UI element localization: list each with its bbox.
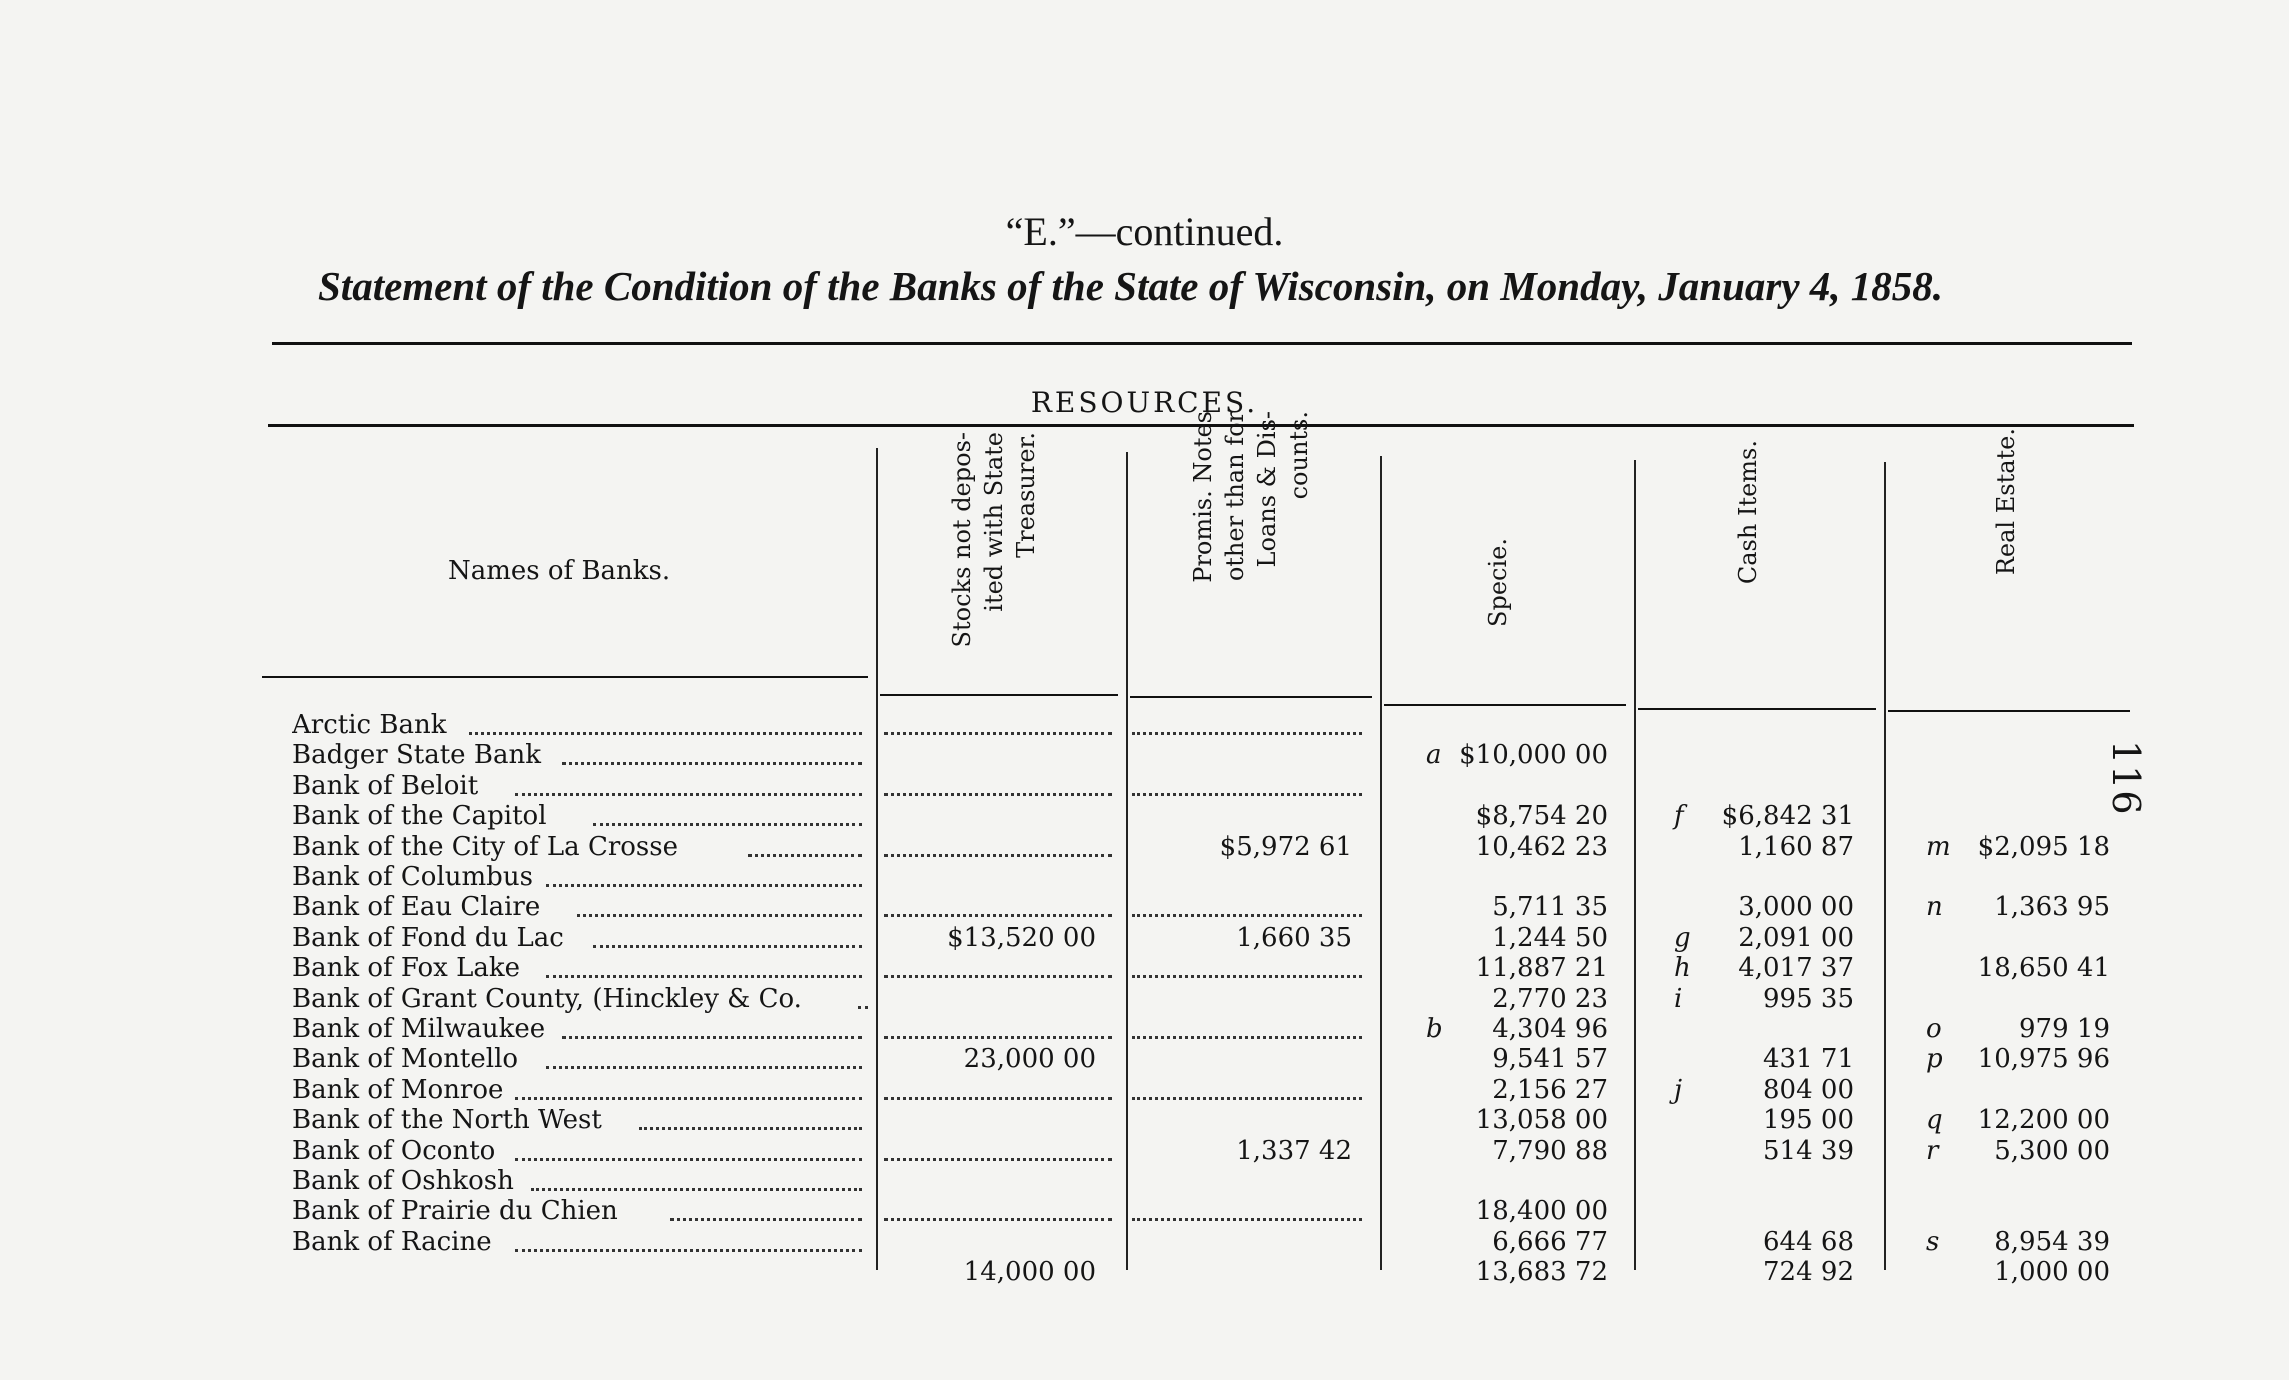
stocks-value: 14,000 00 (963, 1257, 1096, 1287)
cash-column-header: Cash Items. (1734, 440, 1762, 585)
specie-column-header: Specie. (1484, 538, 1512, 627)
empty-cell-dots (884, 1036, 1112, 1039)
leader-dots (562, 762, 863, 765)
bank-name: Bank of Oshkosh (292, 1166, 514, 1196)
promis-value: 1,337 42 (1236, 1136, 1352, 1166)
specie-value: 13,683 72 (1475, 1257, 1608, 1287)
empty-cell-dots (1132, 732, 1362, 735)
empty-cell-dots (1132, 914, 1362, 917)
leader-dots (562, 1036, 863, 1039)
empty-cell-dots (884, 975, 1112, 978)
leader-dots (546, 884, 862, 887)
bank-name: Bank of Fox Lake (292, 953, 521, 983)
real-estate-value: $2,095 18 (1977, 832, 2110, 862)
specie-value: 10,462 23 (1475, 832, 1608, 862)
specie-value: 7,790 88 (1492, 1136, 1608, 1166)
empty-cell-dots (884, 914, 1112, 917)
cash-value: 431 71 (1763, 1044, 1854, 1074)
cash-value: 644 68 (1763, 1227, 1854, 1257)
leader-dots (639, 1127, 862, 1130)
real-estate-value: 1,363 95 (1994, 892, 2110, 922)
specie-value: 13,058 00 (1475, 1105, 1608, 1135)
footnote-mark: j (1674, 1075, 1683, 1105)
bank-name: Bank of Eau Claire (292, 892, 541, 922)
bank-name: Bank of Oconto (292, 1136, 496, 1166)
col-divider (1884, 462, 1886, 1270)
real-estate-value: 1,000 00 (1994, 1257, 2110, 1287)
leader-dots (593, 945, 863, 948)
specie-value: 11,887 21 (1475, 953, 1608, 983)
footnote-mark: h (1674, 953, 1691, 983)
specie-value: 9,541 57 (1492, 1044, 1608, 1074)
footnote-mark: n (1926, 892, 1943, 922)
cash-value: 3,000 00 (1738, 892, 1854, 922)
col-divider (1126, 452, 1128, 1270)
footnote-mark: o (1926, 1014, 1942, 1044)
col-divider (1380, 456, 1382, 1270)
bank-name: Badger State Bank (292, 740, 541, 770)
stocks-column-header: Stocks not depos- ited with State Treasurer. (948, 432, 1040, 648)
real-estate-value: 12,200 00 (1977, 1105, 2110, 1135)
cash-value: 1,160 87 (1738, 832, 1854, 862)
footnote-mark: i (1674, 984, 1683, 1014)
continued-heading: “E.”—continued. (1005, 209, 1284, 254)
footnote-mark: f (1674, 801, 1684, 831)
real-estate-value: 5,300 00 (1994, 1136, 2110, 1166)
bank-name: Bank of Montello (292, 1044, 519, 1074)
col-divider (876, 448, 878, 1270)
footnote-mark: b (1426, 1014, 1443, 1044)
leader-dots (577, 914, 862, 917)
cash-value: 514 39 (1763, 1136, 1854, 1166)
footnote-mark: r (1926, 1136, 1939, 1166)
real-estate-value: 10,975 96 (1977, 1044, 2110, 1074)
col-divider (1634, 460, 1636, 1270)
specie-value: 1,244 50 (1492, 923, 1608, 953)
footnote-mark: g (1674, 923, 1691, 953)
bank-name: Bank of Milwaukee (292, 1014, 546, 1044)
specie-value: $10,000 00 (1459, 740, 1608, 770)
header-bottom-rule (262, 676, 868, 678)
leader-dots (546, 1066, 862, 1069)
real-estate-value: 18,650 41 (1977, 953, 2110, 983)
bank-name: Arctic Bank (292, 710, 447, 740)
bank-name: Bank of the City of La Crosse (292, 832, 678, 862)
specie-value: 2,156 27 (1492, 1075, 1608, 1105)
empty-cell-dots (1132, 975, 1362, 978)
page-number: 116 (2104, 740, 2148, 816)
empty-cell-dots (1132, 1097, 1362, 1100)
statement-title: Statement of the Condition of the Banks of the State of Wisconsin, on Monday, January 4, 1858. (318, 263, 1944, 309)
real-estate-value: 979 19 (2019, 1014, 2110, 1044)
footnote-mark: p (1926, 1044, 1943, 1074)
leader-dots (748, 854, 863, 857)
empty-cell-dots (884, 732, 1112, 735)
leader-dots (515, 1097, 862, 1100)
real-estate-column-header: Real Estate. (1992, 428, 2020, 576)
footnote-mark: s (1926, 1227, 1940, 1257)
footnote-mark: q (1926, 1105, 1943, 1135)
leader-dots (469, 732, 863, 735)
promis-value: $5,972 61 (1219, 832, 1352, 862)
stocks-value: $13,520 00 (947, 923, 1096, 953)
stocks-value: 23,000 00 (963, 1044, 1096, 1074)
bank-name: Bank of Monroe (292, 1075, 504, 1105)
specie-value: 4,304 96 (1492, 1014, 1608, 1044)
promis-value: 1,660 35 (1236, 923, 1352, 953)
cash-value: 2,091 00 (1738, 923, 1854, 953)
bank-name: Bank of Beloit (292, 771, 479, 801)
specie-value: 6,666 77 (1492, 1227, 1608, 1257)
leader-dots (515, 1158, 862, 1161)
specie-value: $8,754 20 (1475, 801, 1608, 831)
empty-cell-dots (884, 1218, 1112, 1221)
empty-cell-dots (884, 1158, 1112, 1161)
leader-dots (670, 1218, 862, 1221)
bank-name: Bank of the Capitol (292, 801, 547, 831)
bank-name: Bank of Racine (292, 1227, 492, 1257)
bank-name: Bank of Grant County, (Hinckley & Co. (292, 984, 802, 1014)
footnote-mark: a (1426, 740, 1442, 770)
leader-dots (515, 1249, 862, 1252)
cash-value: $6,842 31 (1721, 801, 1854, 831)
leader-dots (546, 975, 862, 978)
cash-value: 995 35 (1763, 984, 1854, 1014)
footnote-mark: m (1926, 832, 1951, 862)
promis-column-header: Promis. Notes other than for Loans & Dis- counts. (1189, 411, 1313, 583)
leader-dots (531, 1188, 863, 1191)
empty-cell-dots (1132, 793, 1362, 796)
cash-value: 724 92 (1763, 1257, 1854, 1287)
section-heading: RESOURCES. (1030, 386, 1259, 419)
bank-name: Bank of Columbus (292, 862, 533, 892)
bank-name: Bank of the North West (292, 1105, 602, 1135)
bank-name: Bank of Fond du Lac (292, 923, 564, 953)
specie-value: 2,770 23 (1492, 984, 1608, 1014)
cash-value: 4,017 37 (1738, 953, 1854, 983)
bank-name: Bank of Prairie du Chien (292, 1196, 618, 1226)
specie-value: 5,711 35 (1492, 892, 1608, 922)
cash-value: 804 00 (1763, 1075, 1854, 1105)
empty-cell-dots (884, 793, 1112, 796)
cash-value: 195 00 (1763, 1105, 1854, 1135)
names-column-header: Names of Banks. (448, 556, 671, 586)
specie-value: 18,400 00 (1475, 1196, 1608, 1226)
real-estate-value: 8,954 39 (1994, 1227, 2110, 1257)
empty-cell-dots (884, 854, 1112, 857)
top-rule (272, 342, 2132, 345)
empty-cell-dots (1132, 1036, 1362, 1039)
leader-dots (593, 823, 863, 826)
leader-dots (858, 1006, 868, 1009)
leader-dots (515, 793, 862, 796)
empty-cell-dots (884, 1097, 1112, 1100)
empty-cell-dots (1132, 1218, 1362, 1221)
